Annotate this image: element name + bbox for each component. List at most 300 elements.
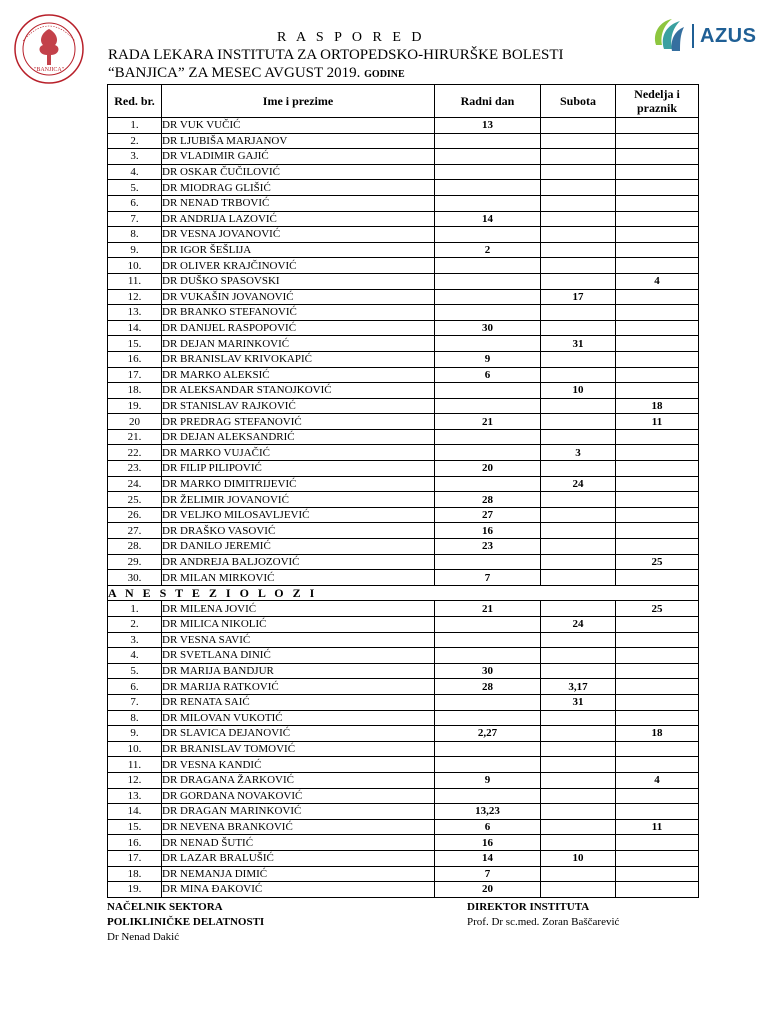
table-row [108, 367, 699, 383]
row-nedelja [616, 523, 699, 539]
title-month [108, 64, 628, 84]
row-number: 24. [108, 476, 162, 492]
row-number: 5. [108, 663, 162, 679]
row-nedelja: 11 [616, 414, 699, 430]
row-name: DR VESNA JOVANOVIĆ [162, 227, 435, 243]
row-nedelja [616, 741, 699, 757]
table-row [108, 133, 699, 149]
row-name: DR ANDRIJA LAZOVIĆ [162, 211, 435, 227]
row-nedelja [616, 367, 699, 383]
row-subota [541, 242, 616, 258]
row-nedelja [616, 835, 699, 851]
row-subota [541, 429, 616, 445]
row-subota [541, 835, 616, 851]
row-subota: 17 [541, 289, 616, 305]
table-row [108, 570, 699, 586]
row-radni-dan [435, 554, 541, 570]
row-name: DR VUK VUČIĆ [162, 118, 435, 134]
row-subota [541, 398, 616, 414]
row-number: 29. [108, 554, 162, 570]
row-subota [541, 195, 616, 211]
row-name: DR OSKAR ČUČILOVIĆ [162, 164, 435, 180]
row-nedelja [616, 617, 699, 633]
table-row [108, 492, 699, 508]
row-number: 15. [108, 819, 162, 835]
row-name: DR NENAD TRBOVIĆ [162, 195, 435, 211]
row-subota [541, 819, 616, 835]
row-nedelja [616, 227, 699, 243]
row-number: 12. [108, 772, 162, 788]
table-row [108, 632, 699, 648]
row-nedelja [616, 351, 699, 367]
table-row [108, 726, 699, 742]
row-nedelja [616, 850, 699, 866]
row-name: DR NEVENA BRANKOVIĆ [162, 819, 435, 835]
row-subota [541, 554, 616, 570]
row-nedelja: 18 [616, 726, 699, 742]
row-number: 9. [108, 242, 162, 258]
row-number: 7. [108, 211, 162, 227]
row-name: DR SLAVICA DEJANOVIĆ [162, 726, 435, 742]
row-subota [541, 648, 616, 664]
row-radni-dan [435, 788, 541, 804]
table-row [108, 398, 699, 414]
row-subota [541, 320, 616, 336]
row-subota [541, 663, 616, 679]
row-radni-dan: 16 [435, 835, 541, 851]
seal-text: "BANJICA" [33, 67, 65, 73]
row-radni-dan: 9 [435, 772, 541, 788]
row-nedelja: 25 [616, 601, 699, 617]
row-subota [541, 539, 616, 555]
row-name: DR VESNA SAVIĆ [162, 632, 435, 648]
row-name: DR DRAGANA ŽARKOVIĆ [162, 772, 435, 788]
row-nedelja [616, 211, 699, 227]
table-row [108, 258, 699, 274]
row-number: 6. [108, 195, 162, 211]
table-row [108, 819, 699, 835]
table-row [108, 804, 699, 820]
row-name: DR VLADIMIR GAJIĆ [162, 149, 435, 165]
footer-right-name: Prof. Dr sc.med. Zoran Baščarević [467, 916, 620, 928]
table-header-row [108, 85, 699, 118]
row-number: 4. [108, 164, 162, 180]
row-subota [541, 507, 616, 523]
table-row [108, 180, 699, 196]
header-subota: Subota [541, 85, 616, 118]
row-name: DR MARKO ALEKSIĆ [162, 367, 435, 383]
row-radni-dan: 6 [435, 367, 541, 383]
row-radni-dan [435, 632, 541, 648]
table-row [108, 694, 699, 710]
row-number: 4. [108, 648, 162, 664]
row-name: DR RENATA SAIĆ [162, 694, 435, 710]
row-radni-dan: 14 [435, 211, 541, 227]
row-subota [541, 367, 616, 383]
row-subota: 31 [541, 694, 616, 710]
table-row [108, 118, 699, 134]
section-row [108, 585, 699, 601]
row-subota [541, 273, 616, 289]
table-row [108, 195, 699, 211]
anesthesiologists-rows [108, 601, 699, 897]
row-name: DR MARIJA RATKOVIĆ [162, 679, 435, 695]
row-radni-dan: 28 [435, 492, 541, 508]
row-number: 22. [108, 445, 162, 461]
row-name: DR ALEKSANDAR STANOJKOVIĆ [162, 383, 435, 399]
row-number: 7. [108, 694, 162, 710]
row-number: 8. [108, 710, 162, 726]
table-row [108, 648, 699, 664]
row-radni-dan [435, 710, 541, 726]
row-nedelja: 4 [616, 772, 699, 788]
table-row [108, 320, 699, 336]
row-subota [541, 882, 616, 898]
table-row [108, 461, 699, 477]
row-number: 26. [108, 507, 162, 523]
row-radni-dan: 13 [435, 118, 541, 134]
row-nedelja [616, 336, 699, 352]
row-subota [541, 570, 616, 586]
row-nedelja [616, 476, 699, 492]
row-radni-dan [435, 273, 541, 289]
table-row [108, 383, 699, 399]
row-radni-dan [435, 336, 541, 352]
row-radni-dan: 2,27 [435, 726, 541, 742]
row-name: DR DANILO JEREMIĆ [162, 539, 435, 555]
row-number: 10. [108, 741, 162, 757]
row-radni-dan [435, 383, 541, 399]
row-nedelja [616, 305, 699, 321]
row-radni-dan [435, 617, 541, 633]
row-radni-dan: 6 [435, 819, 541, 835]
row-name: DR MARKO VUJAČIĆ [162, 445, 435, 461]
document-title [108, 30, 628, 84]
table-row [108, 227, 699, 243]
row-name: DR FILIP PILIPOVIĆ [162, 461, 435, 477]
row-name: DR BRANISLAV KRIVOKAPIĆ [162, 351, 435, 367]
table-row [108, 149, 699, 165]
row-nedelja [616, 804, 699, 820]
row-name: DR DEJAN MARINKOVIĆ [162, 336, 435, 352]
table-row [108, 663, 699, 679]
row-number: 17. [108, 367, 162, 383]
row-number: 5. [108, 180, 162, 196]
row-radni-dan: 2 [435, 242, 541, 258]
row-name: DR SVETLANA DINIĆ [162, 648, 435, 664]
table-row [108, 882, 699, 898]
title-godine: GODINE [364, 69, 405, 80]
table-row [108, 211, 699, 227]
row-nedelja [616, 461, 699, 477]
row-name: DR MILAN MIRKOVIĆ [162, 570, 435, 586]
row-nedelja [616, 866, 699, 882]
table-row [108, 757, 699, 773]
row-name: DR MINA ĐAKOVIĆ [162, 882, 435, 898]
title-raspored: R A S P O R E D [276, 30, 426, 45]
row-radni-dan: 21 [435, 414, 541, 430]
row-subota [541, 866, 616, 882]
row-radni-dan [435, 757, 541, 773]
row-name: DR OLIVER KRAJČINOVIĆ [162, 258, 435, 274]
table-row [108, 414, 699, 430]
table-row [108, 242, 699, 258]
institute-seal-icon [13, 11, 85, 87]
row-radni-dan [435, 694, 541, 710]
row-subota [541, 118, 616, 134]
row-subota [541, 258, 616, 274]
table-row [108, 289, 699, 305]
table-row [108, 679, 699, 695]
row-radni-dan: 23 [435, 539, 541, 555]
row-subota [541, 164, 616, 180]
row-nedelja: 25 [616, 554, 699, 570]
footer-right-title: DIREKTOR INSTITUTA [467, 901, 590, 913]
header-red-br: Red. br. [108, 85, 162, 118]
header-ime-prezime: Ime i prezime [162, 85, 435, 118]
row-radni-dan: 30 [435, 320, 541, 336]
row-nedelja [616, 507, 699, 523]
table-row [108, 507, 699, 523]
row-number: 15. [108, 336, 162, 352]
row-radni-dan: 7 [435, 866, 541, 882]
row-nedelja: 11 [616, 819, 699, 835]
row-number: 18. [108, 383, 162, 399]
row-number: 10. [108, 258, 162, 274]
row-radni-dan: 21 [435, 601, 541, 617]
row-subota: 24 [541, 617, 616, 633]
table-row [108, 351, 699, 367]
table-row [108, 772, 699, 788]
row-name: DR GORDANA NOVAKOVIĆ [162, 788, 435, 804]
row-number: 21. [108, 429, 162, 445]
row-nedelja [616, 258, 699, 274]
footer-left-title: NAČELNIK SEKTORA [107, 901, 223, 913]
row-nedelja [616, 118, 699, 134]
row-name: DR LAZAR BRALUŠIĆ [162, 850, 435, 866]
row-nedelja [616, 429, 699, 445]
row-subota [541, 461, 616, 477]
row-nedelja [616, 149, 699, 165]
row-subota [541, 757, 616, 773]
row-name: DR PREDRAG STEFANOVIĆ [162, 414, 435, 430]
row-nedelja [616, 679, 699, 695]
row-subota [541, 180, 616, 196]
row-name: DR IGOR ŠEŠLIJA [162, 242, 435, 258]
row-name: DR DRAŠKO VASOVIĆ [162, 523, 435, 539]
row-subota [541, 772, 616, 788]
table-row [108, 788, 699, 804]
row-name: DR DANIJEL RASPOPOVIĆ [162, 320, 435, 336]
row-number: 1. [108, 118, 162, 134]
azus-logo [650, 14, 760, 58]
section-anesteziolozi: A N E S T E Z I O L O Z I [108, 585, 699, 601]
row-nedelja [616, 648, 699, 664]
table-row [108, 850, 699, 866]
footer-left-signature [107, 900, 264, 945]
row-radni-dan [435, 258, 541, 274]
row-name: DR STANISLAV RAJKOVIĆ [162, 398, 435, 414]
table-row [108, 710, 699, 726]
row-nedelja [616, 539, 699, 555]
row-number: 17. [108, 850, 162, 866]
row-nedelja [616, 632, 699, 648]
row-number: 19. [108, 398, 162, 414]
logo-divider [692, 24, 694, 48]
table-row [108, 336, 699, 352]
table-row [108, 539, 699, 555]
row-nedelja [616, 383, 699, 399]
row-subota [541, 523, 616, 539]
row-name: DR NEMANJA DIMIĆ [162, 866, 435, 882]
row-subota [541, 788, 616, 804]
row-name: DR ANDREJA BALJOZOVIĆ [162, 554, 435, 570]
row-name: DR VELJKO MILOSAVLJEVIĆ [162, 507, 435, 523]
row-radni-dan [435, 305, 541, 321]
row-number: 11. [108, 273, 162, 289]
row-subota [541, 601, 616, 617]
row-nedelja [616, 570, 699, 586]
row-number: 12. [108, 289, 162, 305]
row-name: DR VESNA KANDIĆ [162, 757, 435, 773]
row-radni-dan [435, 180, 541, 196]
row-subota [541, 492, 616, 508]
table-row [108, 866, 699, 882]
title-month-text: “BANJICA” ZA MESEC AVGUST 2019. [108, 65, 361, 81]
row-number: 2. [108, 617, 162, 633]
row-radni-dan: 7 [435, 570, 541, 586]
row-subota [541, 414, 616, 430]
row-radni-dan: 20 [435, 461, 541, 477]
row-radni-dan [435, 227, 541, 243]
row-subota [541, 804, 616, 820]
row-name: DR MILOVAN VUKOTIĆ [162, 710, 435, 726]
footer-right-signature [467, 900, 619, 930]
row-number: 8. [108, 227, 162, 243]
row-number: 20 [108, 414, 162, 430]
row-nedelja [616, 788, 699, 804]
row-radni-dan [435, 289, 541, 305]
table-row [108, 617, 699, 633]
row-number: 14. [108, 320, 162, 336]
row-subota [541, 726, 616, 742]
table-row [108, 445, 699, 461]
section-row-group [108, 585, 699, 601]
row-radni-dan [435, 133, 541, 149]
row-nedelja [616, 180, 699, 196]
row-number: 2. [108, 133, 162, 149]
row-radni-dan: 30 [435, 663, 541, 679]
row-subota: 24 [541, 476, 616, 492]
row-subota [541, 741, 616, 757]
row-name: DR BRANISLAV TOMOVIĆ [162, 741, 435, 757]
row-nedelja [616, 757, 699, 773]
row-subota: 3,17 [541, 679, 616, 695]
row-number: 9. [108, 726, 162, 742]
title-institute: RADA LEKARA INSTITUTA ZA ORTOPEDSKO-HIRURŠKE BOLESTI [108, 47, 564, 63]
row-name: DR NENAD ŠUTIĆ [162, 835, 435, 851]
row-subota [541, 351, 616, 367]
row-number: 16. [108, 351, 162, 367]
footer-left-subtitle: POLIKLINIČKE DELATNOSTI [107, 916, 265, 928]
row-radni-dan: 14 [435, 850, 541, 866]
row-nedelja [616, 882, 699, 898]
row-name: DR DRAGAN MARINKOVIĆ [162, 804, 435, 820]
row-nedelja [616, 492, 699, 508]
row-name: DR ŽELIMIR JOVANOVIĆ [162, 492, 435, 508]
row-radni-dan [435, 429, 541, 445]
row-name: DR DUŠKO SPASOVSKI [162, 273, 435, 289]
row-number: 11. [108, 757, 162, 773]
row-name: DR DEJAN ALEKSANDRIĆ [162, 429, 435, 445]
row-number: 3. [108, 632, 162, 648]
surgeons-rows [108, 118, 699, 586]
row-number: 28. [108, 539, 162, 555]
row-radni-dan [435, 476, 541, 492]
row-nedelja [616, 445, 699, 461]
row-radni-dan: 9 [435, 351, 541, 367]
row-subota [541, 710, 616, 726]
row-number: 1. [108, 601, 162, 617]
table-row [108, 523, 699, 539]
row-number: 23. [108, 461, 162, 477]
table-row [108, 305, 699, 321]
row-name: DR LJUBIŠA MARJANOV [162, 133, 435, 149]
row-name: DR MARKO DIMITRIJEVIĆ [162, 476, 435, 492]
row-nedelja: 18 [616, 398, 699, 414]
row-subota: 10 [541, 383, 616, 399]
row-number: 25. [108, 492, 162, 508]
row-subota [541, 133, 616, 149]
row-nedelja [616, 289, 699, 305]
row-subota [541, 305, 616, 321]
row-nedelja [616, 320, 699, 336]
row-number: 27. [108, 523, 162, 539]
table-row [108, 554, 699, 570]
row-radni-dan: 28 [435, 679, 541, 695]
table-row [108, 273, 699, 289]
row-number: 16. [108, 835, 162, 851]
row-number: 14. [108, 804, 162, 820]
table-row [108, 476, 699, 492]
row-radni-dan [435, 164, 541, 180]
row-name: DR MARIJA BANDJUR [162, 663, 435, 679]
row-subota [541, 149, 616, 165]
row-radni-dan: 16 [435, 523, 541, 539]
table-row [108, 429, 699, 445]
row-nedelja [616, 710, 699, 726]
row-number: 13. [108, 305, 162, 321]
azus-logo-icon [650, 15, 686, 58]
table-row [108, 164, 699, 180]
row-radni-dan [435, 741, 541, 757]
row-nedelja [616, 663, 699, 679]
header-nedelja: Nedelja i praznik [616, 85, 699, 118]
row-number: 18. [108, 866, 162, 882]
footer-left-name: Dr Nenad Dakić [107, 931, 180, 943]
row-nedelja [616, 242, 699, 258]
azus-logo-text: AZUS [700, 24, 757, 47]
row-radni-dan [435, 398, 541, 414]
row-number: 30. [108, 570, 162, 586]
row-radni-dan: 20 [435, 882, 541, 898]
row-subota: 10 [541, 850, 616, 866]
row-radni-dan [435, 445, 541, 461]
table-row [108, 835, 699, 851]
row-subota [541, 227, 616, 243]
row-number: 13. [108, 788, 162, 804]
row-name: DR MILICA NIKOLIĆ [162, 617, 435, 633]
